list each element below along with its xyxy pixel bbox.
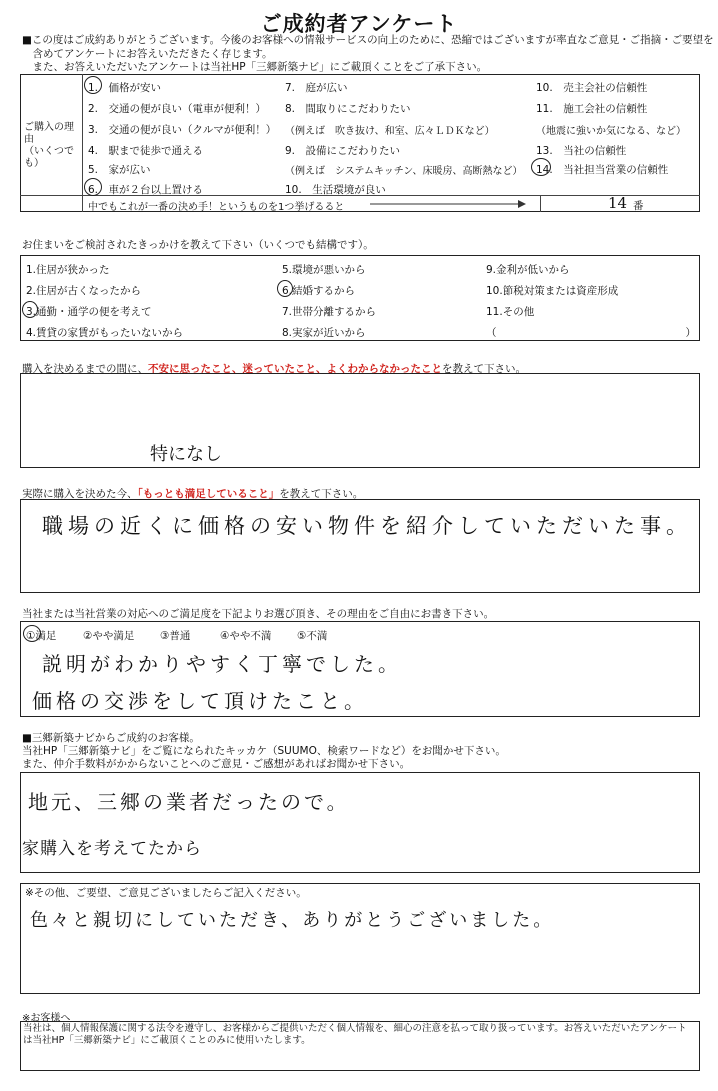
rating-option-2[interactable]: ②やや満足 (83, 630, 135, 642)
trigger-1[interactable]: 1.住居が狭かった (26, 264, 110, 276)
reason-10-env[interactable]: 10. 生活環境が良い (285, 184, 386, 196)
reason-8-example: （例えば 吹き抜け、和室、広々ＬＤＫなど） (285, 126, 495, 137)
rating-option-4[interactable]: ④やや不満 (220, 630, 272, 642)
trigger-9[interactable]: 9.金利が低いから (486, 264, 570, 276)
rating-option-1[interactable]: ①満足 (26, 630, 57, 642)
reason-10[interactable]: 10. 売主会社の信頼性 (536, 82, 648, 94)
navi-q-line: また、仲介手数料がかからないことへのご意見・ご感想があればお聞かせ下さい。 (22, 758, 411, 770)
intro-text (22, 34, 714, 75)
best-choice-unit: 番 (633, 200, 644, 212)
trigger-other-field[interactable]: （ ） (486, 327, 696, 339)
reason-8[interactable]: 8. 間取りにこだわりたい (285, 103, 411, 115)
reason-11-example: （地震に強いか気になる、など） (536, 126, 686, 137)
page-title: ご成約者アンケート (260, 12, 458, 36)
trigger-2[interactable]: 2.住居が古くなったから (26, 285, 142, 297)
intro-line: また、お答えいただいたアンケートは当社HP「三郷新築ナビ」にご載頂くことをご了承下さい。 (22, 61, 488, 73)
reason-5[interactable]: 5. 家が広い (88, 164, 151, 176)
reason-3[interactable]: 3. 交通の便が良い（クルマが便利！） (88, 124, 277, 136)
trigger-10[interactable]: 10.節税対策または資産形成 (486, 285, 619, 297)
worry-answer: 特になし (150, 444, 222, 465)
reason-7[interactable]: 7. 庭が広い (285, 82, 348, 94)
other-answer: 色々と親切にしていただき、ありがとうございました。 (30, 910, 555, 931)
navi-q-line: 当社HP「三郷新築ナビ」をご覧になられたキッカケ（SUUMO、検索ワードなど）をお聞かせ下さい。 (22, 745, 506, 757)
reasons-label-text: ご購入の理由 (24, 122, 74, 145)
reason-9[interactable]: 9. 設備にこだわりたい (285, 145, 401, 157)
reason-2[interactable]: 2. 交通の便が良い（電車が便利！） (88, 103, 267, 115)
navi-answer-2: 家購入を考えてたから (22, 839, 202, 859)
reason-1[interactable]: 1. 価格が安い (88, 82, 162, 94)
reason-9-example: （例えば システムキッチン、床暖房、高断熱など） (285, 166, 523, 177)
trigger-6[interactable]: 6.結婚するから (282, 285, 356, 297)
reason-13[interactable]: 13. 当社の信頼性 (536, 145, 627, 157)
intro-line: ■この度はご成約ありがとうございます。今後のお客様への情報サービスの向上のために、恐縮ではございますが率直なご意見・ご指摘・ご要望を (22, 34, 714, 46)
selection-circle (22, 301, 38, 318)
satisfied-q-post: を教えて下さい。 (279, 488, 364, 500)
trigger-4[interactable]: 4.賃貸の家賃がもったいないから (26, 327, 184, 339)
best-choice-prompt: 中でもこれが一番の決め手！というものを1つ挙げるると (88, 202, 345, 213)
navi-question (22, 732, 506, 771)
trigger-11[interactable]: 11.その他 (486, 306, 535, 318)
reasons-label (24, 122, 80, 170)
reason-6[interactable]: 6. 車が２台以上置ける (88, 184, 204, 196)
trigger-question: お住まいをご検討されたきっかけを教えて下さい（いくつでも結構です）。 (22, 239, 374, 251)
rating-option-5[interactable]: ⑤不満 (297, 630, 328, 642)
reason-4[interactable]: 4. 駅まで徒歩で通える (88, 145, 204, 157)
worry-answer-box[interactable] (20, 373, 700, 468)
intro-line: 含めてアンケートにお答えいただきたく存じます。 (22, 47, 273, 60)
rating-option-3[interactable]: ③普通 (160, 630, 191, 642)
trigger-3[interactable]: 3.通勤・通学の便を考えて (26, 306, 152, 318)
footer-text: 当社は、個人情報保護に関する法令を遵守し、お客様からご提供いただく個人情報を、細心の注意を払って取り扱っています。お答えいただいたアンケートは当社HP「三郷新築ナビ」にご載頂くことのみに使用いたします。 (23, 1023, 687, 1046)
trigger-7[interactable]: 7.世帯分離するから (282, 306, 377, 318)
worry-q-pre: 購入を決めるまでの間に、 (22, 363, 148, 375)
rating-answer-1: 説明がわかりやすく丁寧でした。 (42, 652, 402, 676)
arrow-right-icon (368, 198, 528, 210)
reason-11[interactable]: 11. 施工会社の信頼性 (536, 103, 648, 115)
rating-answer-2: 価格の交渉をして頂けたこと。 (32, 689, 368, 713)
trigger-5[interactable]: 5.環境が悪いから (282, 264, 366, 276)
satisfied-q-highlight: 「もっとも満足していること」 (137, 488, 280, 500)
selection-circle (84, 178, 102, 196)
satisfied-answer: 職場の近くに価格の安い物件を紹介していただいた事。 (42, 514, 692, 538)
selection-circle (277, 280, 293, 297)
other-question: ※その他、ご要望、ご意見ございましたらご記入ください。 (25, 887, 307, 899)
reasons-label-sub: （いくつでも） (24, 146, 74, 169)
worry-q-highlight: 不安に思ったこと、迷っていたこと、よくわからなかったこと (148, 363, 442, 375)
footer-heading: ※お客様へ (22, 1013, 71, 1024)
selection-circle (531, 158, 551, 176)
satisfied-q-pre: 実際に購入を決めた今、 (22, 488, 138, 500)
navi-q-line: ■三郷新築ナビからご成約のお客様。 (22, 732, 200, 744)
trigger-8[interactable]: 8.実家が近いから (282, 327, 366, 339)
reason-14[interactable]: 14. 当社担当営業の信頼性 (536, 164, 669, 176)
best-choice-answer[interactable]: 14 (608, 194, 628, 212)
selection-circle (23, 625, 41, 642)
navi-answer-1: 地元、三郷の業者だったので。 (28, 790, 350, 814)
worry-q-post: を教えて下さい。 (442, 363, 526, 375)
rating-question: 当社または当社営業の対応へのご満足度を下記よりお選び頂き、その理由をご自由にお書き下さい。 (22, 608, 495, 620)
selection-circle (84, 76, 102, 94)
